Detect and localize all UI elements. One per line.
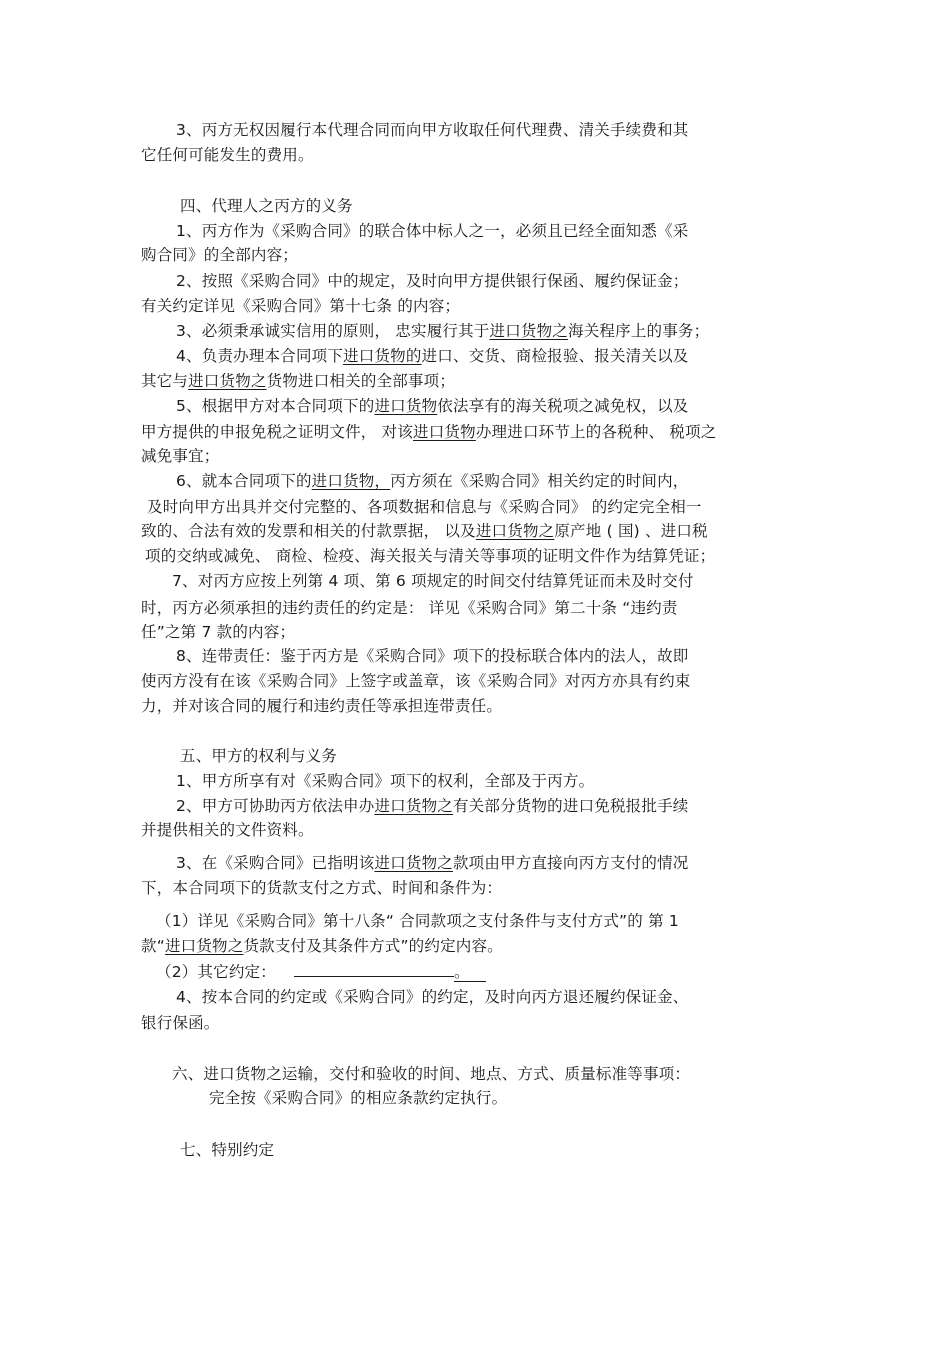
s5-item-2-line-2: 并提供相关的文件资料。 xyxy=(141,821,314,839)
text-segment: 3、在《采购合同》已指明该 xyxy=(176,854,375,872)
s4-item-8-line-3: 力，并对该合同的履行和违约责任等承担连带责任。 xyxy=(141,697,503,715)
underlined-term: 进口货物之 xyxy=(475,522,555,540)
underlined-term: 进口货物 xyxy=(413,423,476,441)
s4-item-2-line-1: 2、按照《采购合同》中的规定，及时向甲方提供银行保函、履约保证金； xyxy=(176,272,689,290)
section-5-heading: 五、甲方的权利与义务 xyxy=(180,747,338,765)
s4-item-1-line-1: 1、丙方作为《采购合同》的联合体中标人之一，必须且已经全面知悉《采 xyxy=(176,222,689,240)
underlined-term: 进口货物之 xyxy=(374,854,453,872)
clause-3-line-1: 3、丙方无权因履行本代理合同而向甲方收取任何代理费、清关手续费和其 xyxy=(176,121,689,139)
s4-item-4-line-2 xyxy=(141,371,455,391)
s5-item-4-line-2: 银行保函。 xyxy=(141,1014,220,1032)
s4-item-7-line-2: 时，丙方必须承担的违约责任的约定是： 详见《采购合同》第二十条 “违约责 xyxy=(141,599,678,617)
underlined-term: 进口货物之 xyxy=(188,372,267,390)
clause-3-line-2: 它任何可能发生的费用。 xyxy=(141,146,314,164)
text-segment: 原产地 ( 国) 、进口税 xyxy=(554,522,708,540)
text-segment: 4、负责办理本合同项下 xyxy=(176,347,344,365)
underlined-term: 进口货物之 xyxy=(164,937,244,955)
other-terms-label: （2）其它约定： xyxy=(156,963,276,981)
s4-item-6-line-4: 项的交纳或减免、 商检、检疫、海关报关与清关等事项的证明文件作为结算凭证； xyxy=(145,547,716,565)
text-segment: 3、必须秉承诚实信用的原则， 忠实履行其于 xyxy=(176,322,490,340)
text-segment: 丙方须在《采购合同》相关约定的时间内， xyxy=(390,472,689,490)
section-4-heading: 四、代理人之丙方的义务 xyxy=(180,197,353,215)
text-segment: 甲方提供的申报免税之证明文件， 对该 xyxy=(141,423,414,441)
s5-item-4-line-1: 4、按本合同的约定或《采购合同》的约定，及时向丙方退还履约保证金、 xyxy=(176,988,689,1006)
section-6-body: 完全按《采购合同》的相应条款约定执行。 xyxy=(209,1089,508,1107)
s4-item-5-line-3: 减免事宜； xyxy=(141,447,220,465)
text-segment: 5、根据甲方对本合同项下的 xyxy=(176,397,375,415)
s4-item-1-line-2: 购合同》的全部内容； xyxy=(141,246,299,264)
text-segment: 2、甲方可协助丙方依法申办 xyxy=(176,797,375,815)
underlined-term: 进口货物之 xyxy=(489,322,569,340)
s5-item-1: 1、甲方所享有对《采购合同》项下的权利，全部及于丙方。 xyxy=(176,772,595,790)
fill-in-blank xyxy=(294,962,454,977)
s4-item-6-line-1 xyxy=(176,471,689,491)
s4-item-6-line-2: 及时向甲方出具并交付完整的、各项数据和信息与《采购合同》 的约定完全相一 xyxy=(147,498,702,516)
blank-end-mark: 。 xyxy=(454,963,486,982)
text-segment: 海关程序上的事务； xyxy=(568,322,710,340)
s4-item-5-line-2 xyxy=(141,422,716,442)
s4-item-6-line-3 xyxy=(141,521,708,541)
section-6-heading: 六、进口货物之运输，交付和验收的时间、地点、方式、质量标准等事项： xyxy=(172,1065,691,1083)
s4-item-2-line-2: 有关约定详见《采购合同》第十七条 的内容； xyxy=(141,297,461,315)
underlined-term: 进口货物， xyxy=(311,472,391,490)
s4-item-3 xyxy=(176,321,709,341)
s5-item-3-line-1 xyxy=(176,853,689,873)
text-segment: 6、就本合同项下的 xyxy=(176,472,312,490)
s5-item-3-line-2: 下，本合同项下的货款支付之方式、时间和条件为： xyxy=(141,879,503,897)
s4-item-8-line-2: 使丙方没有在该《采购合同》上签字或盖章，该《采购合同》对丙方亦具有约束 xyxy=(141,672,691,690)
s4-item-7-line-3: 任”之第 7 款的内容； xyxy=(141,623,296,641)
text-segment: 其它与 xyxy=(141,372,189,390)
s5-item-2-line-1 xyxy=(176,796,689,816)
s5-sub-2 xyxy=(156,962,486,982)
s4-item-4-line-1 xyxy=(176,346,688,366)
section-7-heading: 七、特别约定 xyxy=(180,1141,275,1159)
text-segment: 办理进口环节上的各税种、 税项之 xyxy=(475,423,717,441)
underlined-term: 进口货物 xyxy=(374,397,438,415)
s4-item-7-line-1: 7、对丙方应按上列第 4 项、第 6 项规定的时间交付结算凭证而未及时交付 xyxy=(172,572,694,590)
text-segment: 款“ xyxy=(141,937,165,955)
s4-item-5-line-1 xyxy=(176,396,688,416)
text-segment: 货款支付及其条件方式”的约定内容。 xyxy=(243,937,503,955)
underlined-term: 进口货物之 xyxy=(374,797,453,815)
text-segment: 致的、合法有效的发票和相关的付款票据， 以及 xyxy=(141,522,476,540)
text-segment: 款项由甲方直接向丙方支付的情况 xyxy=(452,854,689,872)
s5-sub-1-line-2 xyxy=(141,936,503,956)
s4-item-8-line-1: 8、连带责任：鉴于丙方是《采购合同》项下的投标联合体内的法人，故即 xyxy=(176,647,689,665)
text-segment: 依法享有的海关税项之减免权，以及 xyxy=(437,397,689,415)
s5-sub-1-line-1: （1）详见《采购合同》第十八条“ 合同款项之支付条件与支付方式”的 第 1 xyxy=(156,912,679,930)
underlined-term: 进口货物的 xyxy=(343,347,422,365)
text-segment: 货物进口相关的全部事项； xyxy=(266,372,456,390)
text-segment: 有关部分货物的进口免税报批手续 xyxy=(452,797,689,815)
text-segment: 进口、交货、商检报验、报关清关以及 xyxy=(421,347,689,365)
